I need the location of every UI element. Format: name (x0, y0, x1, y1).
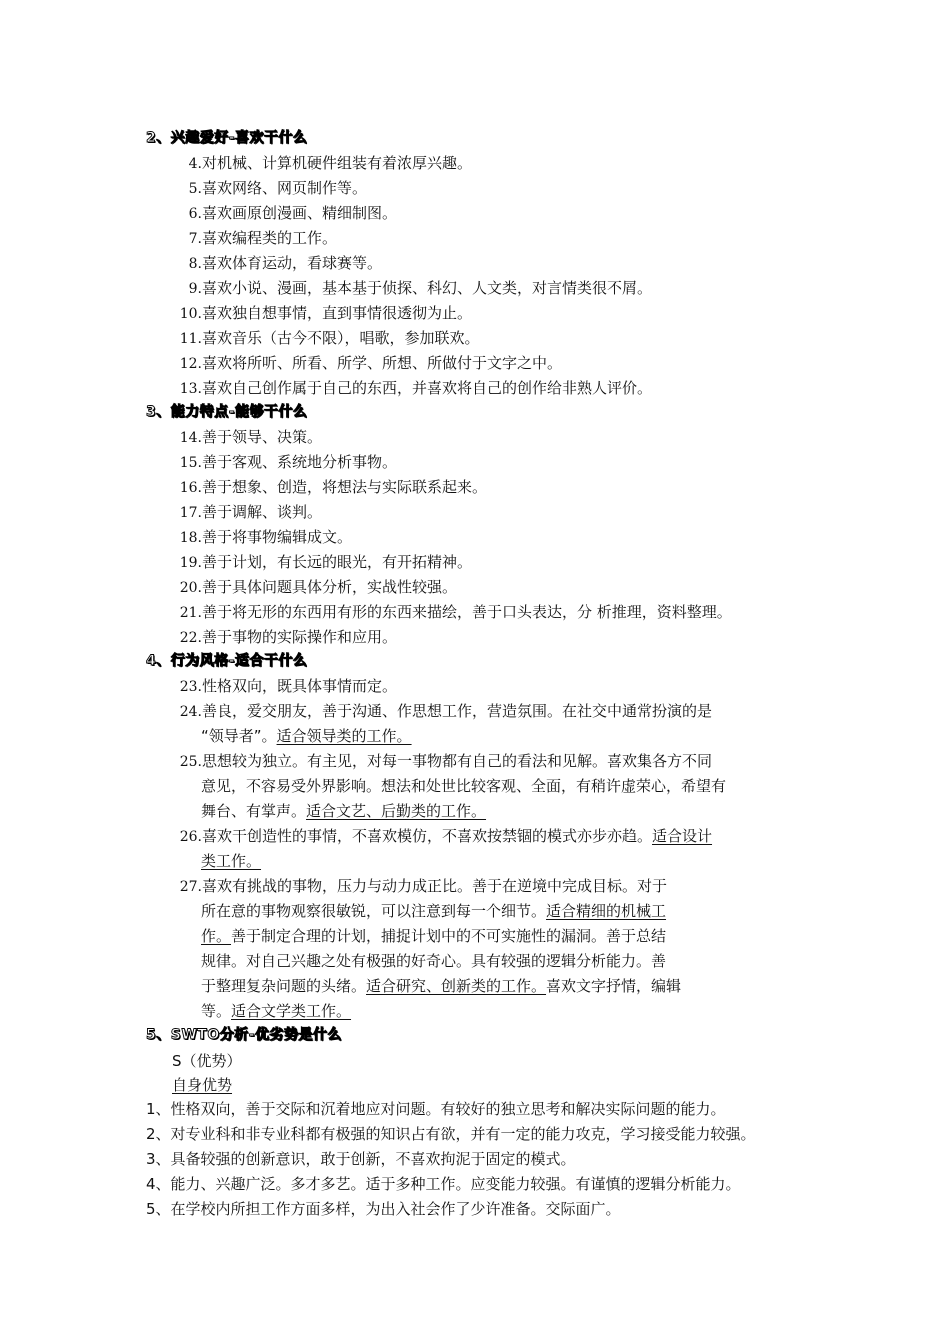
list-item (172, 226, 337, 252)
item-number: 9. (188, 281, 202, 297)
list-item (172, 600, 732, 626)
item-text: 喜欢文字抒情，编辑 (546, 977, 682, 995)
item-number: 5. (188, 181, 202, 197)
list-item (172, 699, 712, 725)
item-number: 13. (179, 381, 202, 397)
item-text: 等。 (201, 1002, 232, 1020)
item-number: 18. (179, 530, 202, 546)
item-text: 善良，爱交朋友，善于沟通、作思想工作，营造氛围。在社交中通常扮演的是 (202, 702, 713, 720)
item-number: 27. (179, 879, 202, 895)
strength-point: 1、性格双向，善于交际和沉着地应对问题。有较好的独立思考和解决实际问题的能力。 (146, 1100, 726, 1118)
item-text: 喜欢编程类的工作。 (202, 229, 338, 247)
list-item (172, 674, 397, 700)
item-text: 善于制定合理的计划，捕捉计划中的不可实施性的漏洞。善于总结 (231, 927, 667, 945)
item-text: 善于具体问题具体分析，实战性较强。 (202, 578, 458, 596)
item-number: 19. (179, 555, 202, 571)
list-item (172, 201, 397, 227)
item-text-part: 喜欢干创造性的事情，不喜欢模仿，不喜欢按禁锢的模式亦步亦趋。 (202, 827, 653, 845)
item-text: 善于调解、谈判。 (202, 503, 323, 521)
item-number: 24. (179, 704, 202, 720)
list-item (172, 425, 322, 451)
item-text: 善于将事物编辑成文。 (202, 528, 353, 546)
list-item (172, 376, 652, 402)
item-text: 喜欢独自想事情，直到事情很透彻为止。 (202, 304, 473, 322)
item-text: 所在意的事物观察很敏锐，可以注意到每一个细节。 (201, 902, 547, 920)
list-item (172, 475, 487, 501)
item-continuation: 规律。对自己兴趣之处有极强的好奇心。具有较强的逻辑分析能力。善 (201, 952, 667, 970)
list-item (172, 525, 352, 551)
item-text: 喜欢音乐（古今不限），唱歌，参加联欢。 (202, 329, 480, 347)
item-number: 10. (179, 306, 202, 322)
item-text: 于整理复杂问题的头绪。 (201, 977, 367, 995)
item-text: 舞台、有掌声。 (201, 802, 307, 820)
list-item (172, 251, 382, 277)
item-continuation (201, 799, 486, 824)
item-number: 8. (188, 256, 202, 272)
item-continuation (201, 999, 351, 1024)
list-item (172, 500, 322, 526)
self-strengths-label (172, 1073, 232, 1098)
item-text (202, 824, 712, 849)
list-item (172, 550, 472, 576)
list-item (172, 575, 457, 601)
item-text: 善于领导、决策。 (202, 428, 323, 446)
item-number: 4. (188, 156, 202, 172)
item-continuation (201, 724, 412, 749)
item-number: 14. (179, 430, 202, 446)
item-text: 喜欢小说、漫画，基本基于侦探、科幻、人文类，对言情类很不屑。 (202, 279, 653, 297)
section-heading-behavior: 4、行为风格-适合干什么 (146, 653, 308, 669)
underlined-text: 类工作。 (201, 852, 262, 870)
item-number: 22. (179, 630, 202, 646)
item-text: 喜欢画原创漫画、精细制图。 (202, 204, 398, 222)
list-item (172, 276, 652, 302)
list-item (172, 326, 480, 352)
section-heading-abilities: 3、能力特点-能够干什么 (146, 404, 308, 420)
item-text: 喜欢网络、网页制作等。 (202, 179, 368, 197)
item-text: 善于想象、创造，将想法与实际联系起来。 (202, 478, 488, 496)
swot-strengths-label: S（优势） (172, 1052, 242, 1070)
list-item (172, 176, 367, 202)
strength-point: 2、对专业科和非专业科都有极强的知识占有欲，并有一定的能力攻克，学习接受能力较强。 (146, 1125, 756, 1143)
underlined-text: 作。 (201, 927, 232, 945)
item-number: 21. (179, 605, 202, 621)
underlined-text: 自身优势 (172, 1076, 233, 1094)
item-continuation (201, 849, 261, 874)
item-number: 20. (179, 580, 202, 596)
item-number: 25. (179, 754, 202, 770)
list-item (172, 151, 472, 177)
strength-point: 4、能力、兴趣广泛。多才多艺。适于多种工作。应变能力较强。有谨慎的逻辑分析能力。 (146, 1175, 741, 1193)
section-heading-interests: 2、兴趣爱好-喜欢干什么 (146, 130, 308, 146)
item-number: 26. (179, 829, 202, 845)
list-item (172, 450, 397, 476)
underlined-text: 适合精细的机械工 (546, 902, 667, 920)
underlined-text: 适合文学类工作。 (231, 1002, 352, 1020)
underlined-text: 适合领导类的工作。 (276, 727, 412, 745)
item-text: 思想较为独立。有主见，对每一事物都有自己的看法和见解。喜欢集各方不同 (202, 752, 713, 770)
item-text: 善于客观、系统地分析事物。 (202, 453, 398, 471)
item-text: 善于计划，有长远的眼光，有开拓精神。 (202, 553, 473, 571)
underlined-text: 适合研究、创新类的工作。 (366, 977, 547, 995)
item-number: 11. (179, 331, 202, 347)
list-item (172, 749, 712, 775)
item-number: 15. (179, 455, 202, 471)
strength-point: 3、具备较强的创新意识，敢于创新，不喜欢拘泥于固定的模式。 (146, 1150, 576, 1168)
section-heading-swot: 5、SWTO分析-优劣势是什么 (146, 1027, 343, 1043)
item-text: 喜欢有挑战的事物，压力与动力成正比。善于在逆境中完成目标。对于 (202, 877, 668, 895)
item-text: 喜欢自己创作属于自己的东西，并喜欢将自己的创作给非熟人评价。 (202, 379, 653, 397)
item-text: “领导者”。 (201, 727, 277, 745)
item-text: 善于事物的实际操作和应用。 (202, 628, 398, 646)
item-number: 12. (179, 356, 202, 372)
item-text: 性格双向，既具体事情而定。 (202, 677, 398, 695)
strength-point: 5、在学校内所担工作方面多样，为出入社会作了少许准备。交际面广。 (146, 1200, 621, 1218)
item-number: 17. (179, 505, 202, 521)
item-text: 喜欢将所听、所看、所学、所想、所做付于文字之中。 (202, 354, 563, 372)
item-continuation: 意见，不容易受外界影响。想法和处世比较客观、全面，有稍许虚荣心，希望有 (201, 777, 727, 795)
item-number: 16. (179, 480, 202, 496)
list-item (172, 874, 667, 900)
item-text: 喜欢体育运动，看球赛等。 (202, 254, 383, 272)
item-continuation (201, 924, 666, 949)
list-item (172, 301, 472, 327)
list-item (172, 625, 397, 651)
underlined-text: 适合文艺、后勤类的工作。 (306, 802, 487, 820)
item-number: 7. (188, 231, 202, 247)
item-continuation (201, 899, 666, 924)
item-text: 善于将无形的东西用有形的东西来描绘，善于口头表达，分 析推理，资料整理。 (202, 603, 732, 621)
list-item (172, 351, 562, 377)
item-continuation (201, 974, 681, 999)
item-text: 对机械、计算机硬件组装有着浓厚兴趣。 (202, 154, 473, 172)
item-number: 23. (179, 679, 202, 695)
list-item (172, 824, 712, 850)
underlined-text: 适合设计 (652, 827, 713, 845)
item-number: 6. (188, 206, 202, 222)
